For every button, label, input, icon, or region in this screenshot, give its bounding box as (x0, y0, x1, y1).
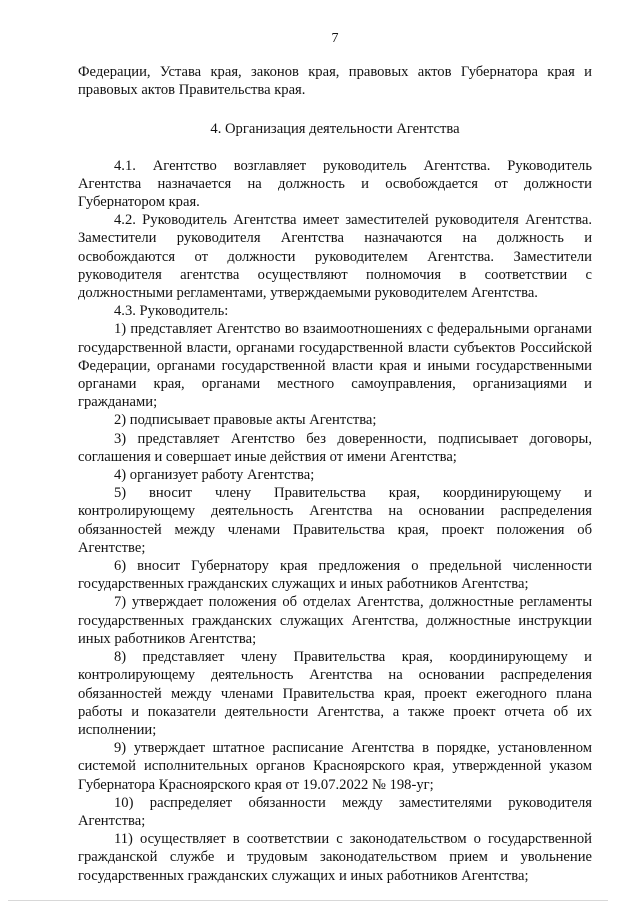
list-item-6: 6) вносит Губернатору края предложения о предельной численности государственных гражданских служащих и иных работников Агентства; (78, 558, 592, 593)
paragraph-4-1: 4.1. Агентство возглавляет руководитель Агентства. Руководитель Агентства назначается на должность и освобождается от должности Губернатором края. (78, 157, 592, 211)
intro-paragraph: Федерации, Устава края, законов края, правовых актов Губернатора края и правовых актов Правительства края. (78, 64, 592, 99)
list-item-1: 1) представляет Агентство во взаимоотношениях с федеральными органами государственной власти, органами государственной власти субъектов Российской Федерации, органами государственной власти края и иными государственными органами края, органами местного самоуправления, организациями и гражданами; (78, 321, 592, 411)
paragraph-4-3: 4.3. Руководитель: (114, 303, 229, 320)
list-item-7: 7) утверждает положения об отделах Агентства, должностные регламенты государственных гражданских служащих Агентства, должностные инструкции иных работников Агентства; (78, 594, 592, 647)
list-item-4: 4) организует работу Агентства; (114, 467, 315, 484)
list-item-3: 3) представляет Агентство без доверенности, подписывает договоры, соглашения и совершает иные действия от имени Агентства; (78, 430, 592, 465)
list-item-9: 9) утверждает штатное расписание Агентства в порядке, установленном системой исполнительных органов Красноярского края, утвержденной указом Губернатора Красноярского края от 19.07.2022 № 198-уг; (78, 740, 592, 793)
document-page (78, 30, 592, 885)
section-heading: 4. Организация деятельности Агентства (210, 121, 460, 138)
list-item-2: 2) подписывает правовые акты Агентства; (114, 412, 377, 429)
scan-edge-line (8, 900, 608, 901)
page-number: 7 (331, 31, 339, 46)
paragraph-4-2: 4.2. Руководитель Агентства имеет заместителей руководителя Агентства. Заместители руководителя Агентства назначаются на должность и освобождаются от должности руководителем Агентства. Заместители руководителя агентства осуществляют полномочия в соответствии с должностными регламентами, утверждаемыми руководителем Агентства. (78, 212, 592, 302)
list-item-5: 5) вносит члену Правительства края, координирующему и контролирующему деятельность Агентства на основании распределения обязанностей между членами Правительства края, проект положения об Агентстве; (78, 485, 592, 556)
list-item-8: 8) представляет члену Правительства края, координирующему и контролирующему деятельность Агентства на основании распределения обязанностей между членами Правительства края, проект ежегодного плана работы и показатели деятельности Агентства, а также проект отчета об их исполнении; (78, 649, 592, 738)
list-item-11: 11) осуществляет в соответствии с законодательством о государственной гражданской службе и трудовым законодательством прием и увольнение государственных гражданских служащих и иных работников Агентства; (78, 831, 592, 884)
list-item-10: 10) распределяет обязанности между заместителями руководителя Агентства; (78, 794, 592, 829)
